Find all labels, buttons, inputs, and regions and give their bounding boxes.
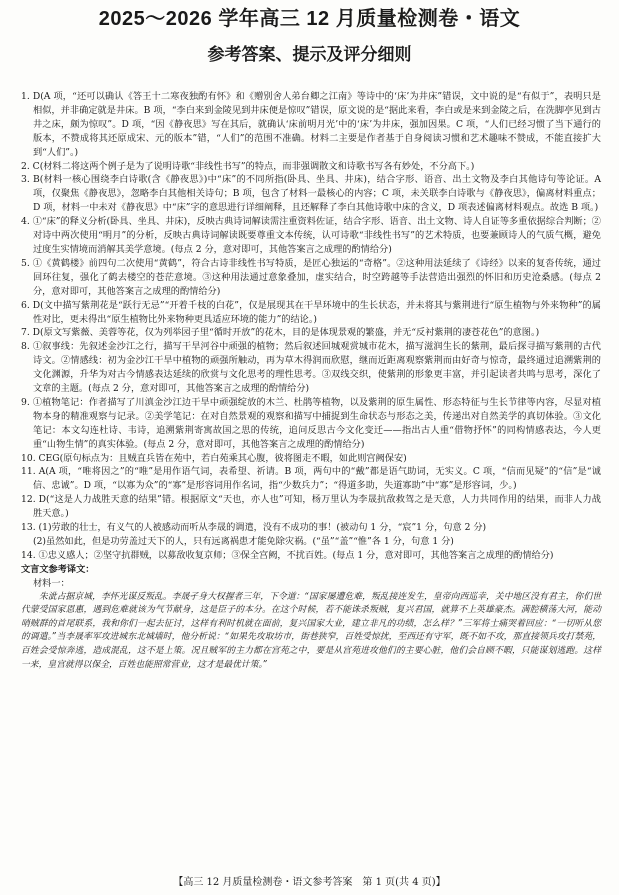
answer-item-8: 8. ①叙事线：先叙述金沙江之行，描写干旱河谷中顽强的植物；然后叙述回城观赏城市花木，描写滋润生长的紫荆，最后探寻描写紫荆的古代诗文。②情感线：初为金沙江干旱中植物的顽强所触动，再为草木得润而欣慰，继而近距离观察紫荆而由好奇与惊奇，最终通过追溯紫荆的文化渊源，升华为对古今情感表达延续的欣赏与文化思考的理性思考。③双线交织，使紫荆的形象更丰富，并引起读者共鸣与思考，深化了文章的主题。(每点 2 分，意对即可，其他答案言之成理的酌情给分) [21, 341, 601, 395]
answer-item-6: 6. D(文中描写紫荆花是“跃行无忌”“开着千枝的白花”，仅是展现其在干旱环境中的生长状态，并未将其与紫荆进行“原生植物与外来物种”的属性对比，更未得出“原生植物比外来物种更具适应环境的能力”的结论。) [21, 299, 601, 325]
answer-item-13-1: 13. (1)劳敢的壮士，有义气的人被感动而听从李晟的调遣，没有不成功的事！(被动句 1 分，“宸”1 分，句意 2 分) [21, 522, 487, 534]
answer-item-7: 7. D(原文写紫薇、美蓉等花，仅为列举园子里“循时开放”的花木，目的是体现景观的繁盛，并无“反衬紫荆的凄苍花色”的意图。) [21, 327, 540, 339]
translation-heading: 文言文参考译文： [21, 563, 95, 575]
answer-item-5: 5. ①《黄鹤楼》前四句二次使用“黄鹤”，符合古诗非线性书写特质，是匠心独运的“奇格”。②这种用法延续了《诗经》以来的复沓传统，通过回环往复，强化了鹤去楼空的苍茫意境。③这种用法通过意象叠加，虚实结合，时空跨越等手法营造出强烈的怀旧和历史沧桑感。(每点 2 分，意对即可，其他答案言之成理的酌情给分) [21, 257, 601, 297]
answer-item-11: 11. A(A 项，“唯将因之”的“唯”是用作语气词，表希望、祈请。B 项，两句中的“戴”都是语气助词，无实义。C 项，“信而见疑”的“信”是“诚信、忠诚”。D 项，“以寡为众”的“寡”是形容词用作名词，指“少数兵力”；“得道多助，失道寡助”中“寡”是形容词，少。) [21, 466, 601, 492]
material-one-label: 材料一： [33, 577, 70, 589]
answer-item-9: 9. ①植物笔记：作者描写了川滇金沙江边干旱中顽强绽放的木兰、杜鹃等植物，以及紫荆的原生属性、形态特征与生长节律等内容，尽显对植物本身的精准观察与记录。②美学笔记：在对自然景观的观察和描写中捕捉到生命状态与形态之美，传递出对自然美学的真切体验。③文化笔记：本文勾连杜诗、韦诗，追溯紫荆寄寓故国之思的传统，追问反思古今文化变迁——指出古人重“借物抒怀”的同构情感表达，今人更重“山物生情”的真实体验。(每点 2 分，意对即可，其他答案言之成理的酌情给分) [21, 396, 601, 450]
translation-text: 朱泚占据京城，李怀光谋反叛乱。李晟孑身大权握者三年，下令道：“国家屡遭危难，叛乱接连发生，皇帝向西巡幸，关中地区没有君主，你们世代蒙受国家恩惠，遇到危难就该为气节献身，这是臣子的本分。在这个时候，若不能诛杀叛贼，复兴君国，就算不上英雄豪杰。满腔横荡大河，能动哨贼群的首尾联系，我和你们一起去征讨，这样有利时机就在面前，复兴国家大业，建立非凡的功绩，怎么样？”三军将士痛哭着回应：“一切听从您的调遣。”当李晟率军攻进城东北城墙时，他分析说：“如果先攻取坊市，街巷狭窄，百姓受惊扰，至西还有守军，既不如不攻，那直接领兵攻打禁苑，百姓会受惊奔逃，造成混乱，这不是上策。况且贼军的主力都在宫苑之中，要是从宫苑进攻他们的主要心脏，他们会自顾不暇，只能谋划逃跑。这样一来，皇宫就得以保全，百姓也能照常营业，这才是最优计策。” [21, 591, 601, 670]
answers-body [21, 90, 601, 672]
answer-item-1: 1. D(A 项，“还可以确认《答王十二寒夜独酌有怀》和《赠别舍人弟台卿之江南》等诗中的‘床’为井床”错误，文中说的是“有似于”，表明只是相似，并非确定就是井床。B 项，“李白来到金陵见到井床便是惊叹”错误，原文说的是“据此来看，李白或是来到金陵之后，在洗脚亭见到古井之床，颇为惊叹”。D 项，“因《静夜思》写在其后，就确认‘床前明月光’中的‘床’为井床，强加因果。C 项，“人们已经习惯了当下通行的版本，不赞成将其还原成宋、元的版本”错，“人们”的范围不准确。材料二主要是作者基于自身阅读习惯和艺术趣味不赞成，不能直接扩大到“人们”。) [21, 91, 601, 158]
answer-item-4: 4. ①“床”的释义分析(卧具、坐具、井床)，反映古典诗词解读需注重资料佐证，结合字形、语音、出土文物、诗人自证等多重依据综合判断；②对诗中两次使用“明月”的分析，反映古典诗词解读既要尊重文本传统，认可诗歌“非线性书写”的艺术特质，也要兼顾诗人的气质气概，避免过度生实情境而消解其美学意境。(每点 2 分，意对即可，其他答案言之成理的酌情给分) [21, 216, 601, 255]
answer-item-2: 2. C(材料二将这两个例子是为了说明诗歌“非线性书写”的特点，而非强调散文和诗歌书写各有妙处，不分高下。) [21, 160, 475, 172]
answer-item-13-2: (2)虽然如此，但是功劳盖过天下的人，只有远离祸患才能免除灾祸。(“虽”“盖”“惟”各 1 分，句意 1 分) [33, 536, 454, 547]
page-title: 2025～2026 学年高三 12 月质量检测卷・语文 [98, 8, 521, 30]
answer-item-3: 3. B(材料一核心围绕李白诗歌(含《静夜思》)中“床”的不同所指(卧具、坐具、井床)，结合字形、语音、出土文物及李白其他诗句等论证。A 项，仅聚焦《静夜思》，忽略李白其他相关诗句；B 项，包含了材料一最核心的内容；C 项，未关联李白诗歌与《静夜思》，偏离材料重点；D 项，材料一中未对《静夜思》中“床”字的意思进行详细阐释，且还解释了李白其他诗歌中床的含义，D 项表述偏离材料观点。故选 B 项。) [21, 174, 601, 214]
answer-item-12: 12. D(“这是人力战胜天意的结果”错。根据原文“天也，亦人也”可知，杨万里认为李晟抗敌救驾之是天意，人力共同作用的结果，而非人力战胜天意。) [21, 494, 601, 520]
page-footer: 【高三 12 月质量检测卷・语文参考答案 第 1 页(共 4 页)】 [173, 877, 446, 888]
answer-item-14: 14. ①忠义感人；②坚守抗群贼，以募敌收复京师；③保全宫阙，不扰百姓。(每点 1 分，意对即可，其他答案言之成理的酌情给分) [21, 549, 554, 561]
answer-item-10: 10. CEG(原句标点为：且贼直兵皆在苑中，若白苑乘其心腹，彼将图走不暇，如此则宫阙保安) [21, 452, 407, 464]
page-subtitle: 参考答案、提示及评分细则 [207, 45, 412, 64]
